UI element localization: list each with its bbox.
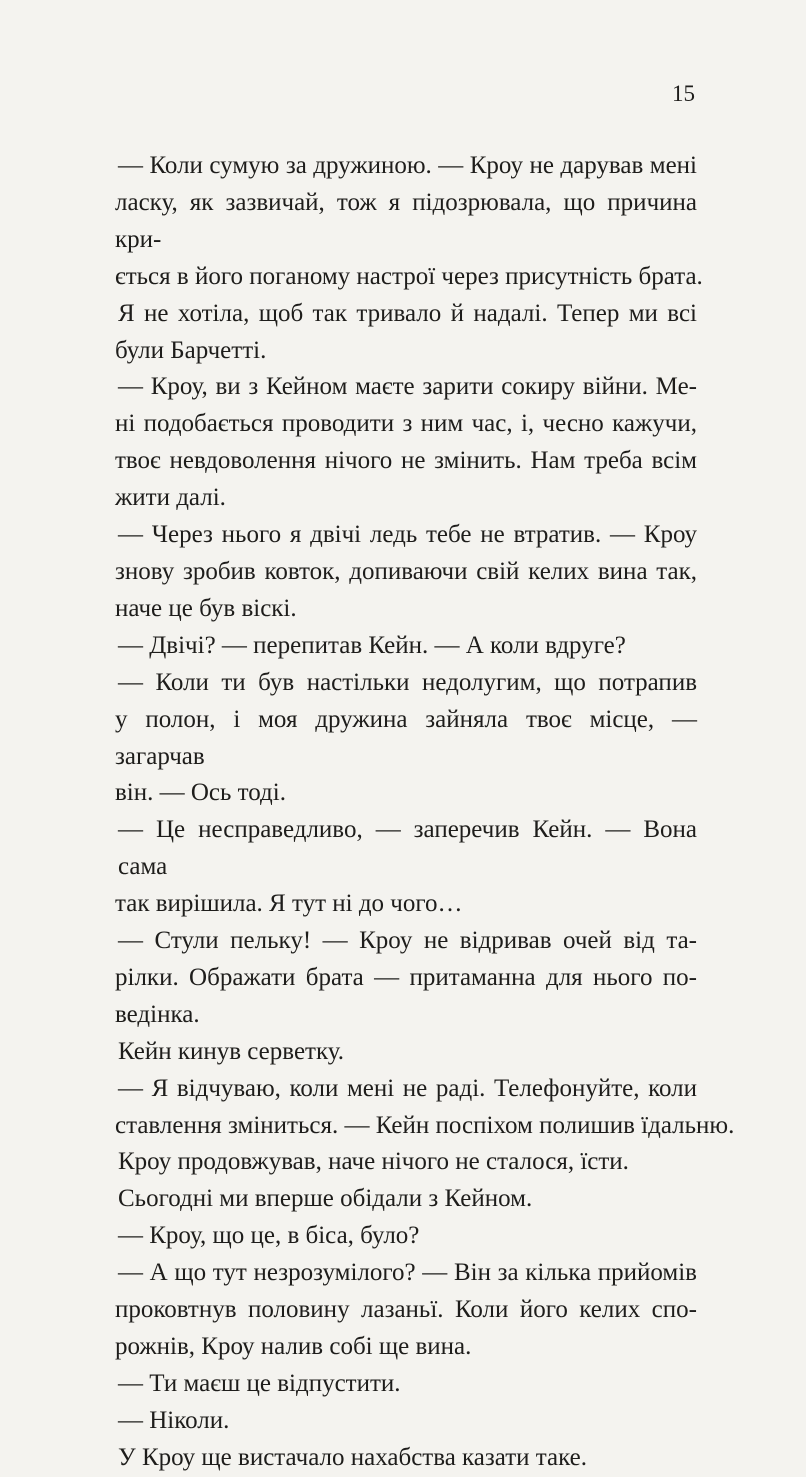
text-line: — Я відчуваю, коли мені не раді. Телефонуйте, коли xyxy=(118,1074,697,1102)
text-line: — Кроу, що це, в біса, було? xyxy=(118,1222,420,1250)
paragraph xyxy=(115,923,697,1034)
paragraph xyxy=(115,1366,697,1403)
paragraph xyxy=(115,1034,697,1071)
text-line: Я не хотіла, щоб так тривало й надалі. Тепер ми всі xyxy=(118,299,697,327)
text-line: ставлення зміниться. — Кейн поспіхом полишив їдальню. xyxy=(115,1111,735,1139)
text-line: ється в його поганому настрої через присутність брата. xyxy=(115,262,703,290)
page-number: 15 xyxy=(672,81,695,106)
text-line: були Барчетті. xyxy=(115,336,267,364)
paragraph xyxy=(115,1440,697,1477)
text-line: — Двічі? — перепитав Кейн. — А коли вдруге? xyxy=(118,631,626,659)
text-line: ведінка. xyxy=(115,1000,200,1028)
text-line: твоє невдоволення нічого не змінить. Нам треба всім xyxy=(115,447,697,475)
text-line: — Кроу, ви з Кейном маєте зарити сокиру війни. Ме- xyxy=(118,373,697,401)
text-line: — А що тут незрозумілого? — Він за кілька прийомів xyxy=(118,1259,697,1287)
text-line: — Стули пельку! — Кроу не відривав очей від та- xyxy=(118,927,697,955)
paragraph xyxy=(115,1218,697,1255)
paragraph xyxy=(115,1144,697,1181)
text-line: — Це несправедливо, — заперечив Кейн. — Вона сама xyxy=(118,816,697,881)
text-line: так вирішила. Я тут ні до чого… xyxy=(115,890,463,918)
text-line: рожнів, Кроу налив собі ще вина. xyxy=(115,1333,472,1360)
paragraph xyxy=(115,1181,697,1218)
text-line: — Коли ти був настільки недолугим, що потрапив xyxy=(118,668,697,696)
text-line: — Коли сумую за дружиною. — Кроу не дарував мені xyxy=(118,152,697,179)
paragraph xyxy=(115,1403,697,1440)
paragraph xyxy=(115,628,697,665)
text-line: ласку, як зазвичай, тож я підозрювала, що причина кри- xyxy=(115,188,697,253)
paragraph xyxy=(115,665,697,813)
paragraph xyxy=(115,812,697,923)
text-line: у полон, і моя дружина зайняла твоє місце, — загарчав xyxy=(115,705,697,770)
text-line: Кроу продовжував, наче нічого не сталося, їсти. xyxy=(118,1148,629,1176)
text-line: У Кроу ще вистачало нахабства казати таке. xyxy=(118,1443,587,1471)
text-line: знову зробив ковток, допиваючи свій келих вина так, xyxy=(115,557,697,585)
text-line: ні подобається проводити з ним час, і, чесно кажучи, xyxy=(115,410,697,438)
paragraph xyxy=(115,517,697,628)
paragraph xyxy=(115,1255,697,1366)
text-line: — Ніколи. xyxy=(118,1406,230,1434)
text-line: проковтнув половину лазаньї. Коли його келих спо- xyxy=(115,1296,697,1324)
text-line: — Ти маєш це відпустити. xyxy=(118,1369,401,1397)
text-line: Сьогодні ми вперше обідали з Кейном. xyxy=(118,1185,533,1213)
paragraph xyxy=(115,148,703,296)
text-line: він. — Ось тоді. xyxy=(115,779,286,807)
paragraph xyxy=(115,1071,735,1145)
paragraph xyxy=(115,296,697,370)
paragraph xyxy=(115,369,697,517)
text-line: жити далі. xyxy=(115,484,226,512)
text-line: — Через нього я двічі ледь тебе не втратив. — Кроу xyxy=(118,521,697,549)
text-line: наче це був віскі. xyxy=(115,594,297,622)
text-line: Кейн кинув серветку. xyxy=(118,1037,345,1065)
text-line: рілки. Ображати брата — притаманна для нього по- xyxy=(115,963,697,991)
page-text xyxy=(115,148,735,1477)
